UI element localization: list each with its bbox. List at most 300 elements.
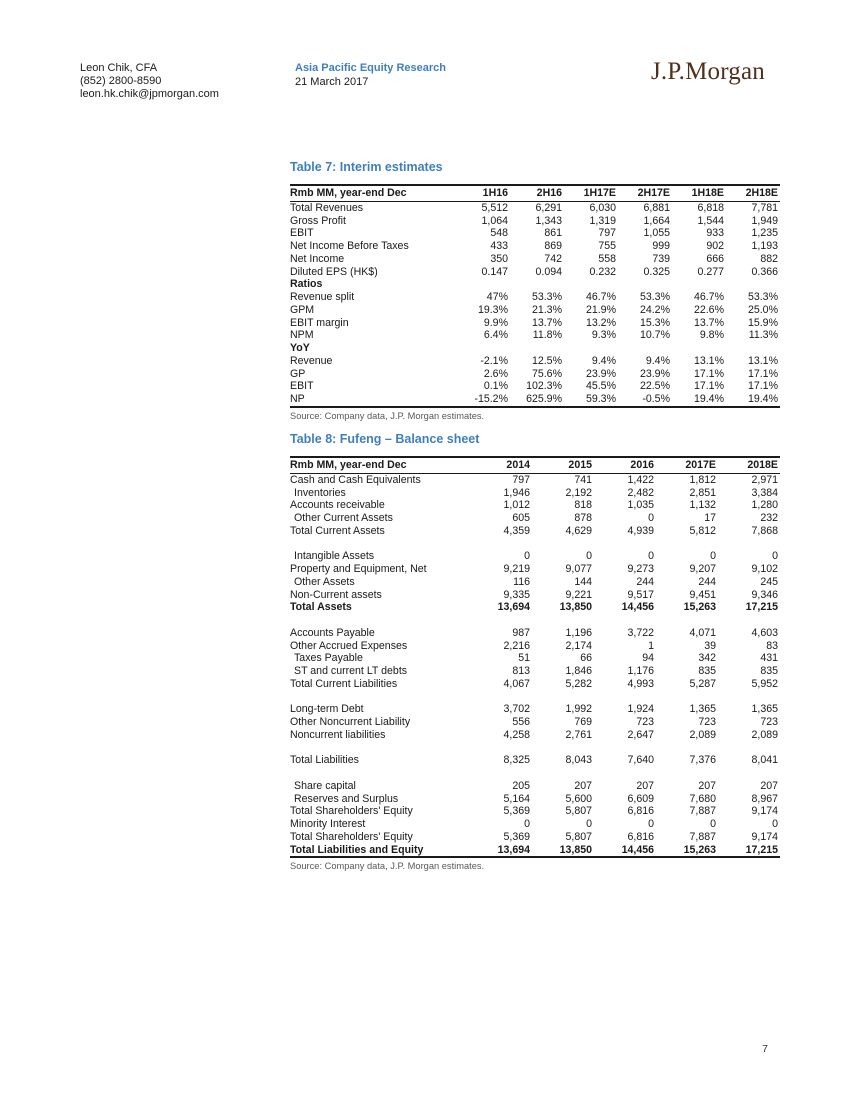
- table-cell: 1,544: [697, 214, 724, 227]
- row-label: Minority Interest: [290, 818, 366, 830]
- spacer-cell: [290, 742, 780, 755]
- table-cell: 869: [544, 240, 562, 252]
- row-label: YoY: [290, 342, 310, 354]
- column-header: 2014: [470, 457, 532, 473]
- table-cell: 6,816: [627, 830, 654, 843]
- table-cell: 9,346: [751, 588, 778, 601]
- table-cell: 207: [574, 779, 592, 792]
- table-cell: 15.9%: [747, 316, 778, 329]
- table-cell: 9,174: [751, 830, 778, 843]
- row-label: Property and Equipment, Net: [290, 563, 427, 575]
- table-cell: 7,376: [689, 754, 716, 767]
- table-row: [290, 525, 780, 538]
- table-cell: 232: [760, 512, 778, 524]
- table-cell: 10.7%: [639, 329, 670, 342]
- table-cell: 207: [636, 779, 654, 792]
- column-header: 1H16: [456, 185, 510, 201]
- table-cell: 17: [704, 512, 716, 524]
- table-cell: 8,041: [751, 754, 778, 767]
- table-cell: 0: [648, 512, 654, 524]
- analyst-email: leon.hk.chik@jpmorgan.com: [80, 88, 219, 100]
- table-cell: 4,071: [689, 626, 716, 639]
- table-cell: 17,215: [745, 843, 778, 856]
- analyst-contact-block: [80, 62, 219, 101]
- table-cell: 6,291: [535, 201, 562, 214]
- table-row: [290, 380, 780, 393]
- table-header-row: [290, 457, 780, 473]
- table-cell: 12.5%: [531, 354, 562, 367]
- table-cell: 9,102: [751, 563, 778, 575]
- table-cell: 1,055: [643, 227, 670, 240]
- table-row: [290, 304, 780, 317]
- table-cell: 7,640: [627, 754, 654, 767]
- table-cell: 1,012: [503, 499, 530, 512]
- row-label: Other Current Assets: [294, 512, 393, 524]
- table-cell: 7,781: [751, 201, 778, 214]
- table-cell: 2,647: [627, 728, 654, 741]
- table-cell: 9.9%: [483, 316, 508, 329]
- table-cell: 8,043: [565, 754, 592, 767]
- table-cell: 207: [698, 779, 716, 792]
- table-cell: 102.3%: [526, 380, 562, 393]
- table-row: [290, 342, 780, 355]
- table-cell: 5,952: [751, 677, 778, 690]
- table-cell: 53.3%: [747, 291, 778, 303]
- table-cell: 6,609: [627, 792, 654, 805]
- table-row: [290, 831, 780, 844]
- column-header: 2018E: [718, 457, 780, 473]
- table-cell: 83: [766, 639, 778, 652]
- row-label: Total Revenues: [290, 201, 364, 214]
- table-cell: 2,192: [565, 486, 592, 499]
- table-cell: 9,221: [565, 588, 592, 601]
- table-cell: 933: [706, 227, 724, 240]
- table-row: [290, 716, 780, 729]
- table-cell: 5,600: [565, 792, 592, 805]
- table-row: [290, 780, 780, 793]
- table-cell: 4,258: [503, 728, 530, 741]
- table-cell: 0: [586, 550, 592, 563]
- table-cell: 2,089: [689, 728, 716, 741]
- table-cell: 9,219: [503, 563, 530, 575]
- table-cell: 5,369: [503, 830, 530, 843]
- table-row: [290, 703, 780, 716]
- row-label: GP: [290, 367, 306, 380]
- row-label: Cash and Cash Equivalents: [290, 473, 421, 486]
- table-cell: 6,816: [627, 805, 654, 818]
- table-row: [290, 576, 780, 589]
- table-cell: 66: [580, 652, 592, 665]
- spacer-row: [290, 538, 780, 551]
- row-label: Accounts receivable: [290, 499, 385, 512]
- spacer-cell: [290, 538, 780, 551]
- table-cell: 3,702: [503, 703, 530, 716]
- research-division: Asia Pacific Equity Research: [295, 62, 447, 74]
- table-row: [290, 201, 780, 214]
- table-cell: 45.5%: [585, 380, 616, 393]
- table-cell: 999: [652, 240, 670, 252]
- table-cell: 2,216: [503, 639, 530, 652]
- table-cell: 53.3%: [531, 291, 562, 303]
- table-cell: 13,850: [559, 843, 592, 856]
- row-label: Share capital: [294, 779, 356, 792]
- column-header: 2015: [532, 457, 594, 473]
- table-cell: 53.3%: [639, 291, 670, 303]
- table-cell: 742: [544, 252, 562, 265]
- table-cell: 739: [652, 252, 670, 265]
- table-row: [290, 589, 780, 602]
- table-cell: 13.2%: [585, 316, 616, 329]
- table-cell: 13.1%: [747, 354, 778, 367]
- table-cell: 5,512: [481, 201, 508, 214]
- table-cell: 17,215: [745, 601, 778, 614]
- table-cell: 9.4%: [645, 354, 670, 367]
- table-cell: 9,273: [627, 563, 654, 575]
- row-label: Diluted EPS (HK$): [290, 265, 378, 278]
- table-cell: 1,235: [751, 227, 778, 240]
- table-row: [290, 793, 780, 806]
- table-cell: 556: [512, 716, 530, 728]
- table-cell: 1,132: [689, 499, 716, 512]
- row-label: Net Income: [290, 252, 345, 265]
- table-cell: 902: [706, 240, 724, 252]
- table-row: [290, 729, 780, 742]
- column-header: 2017E: [656, 457, 718, 473]
- table-cell: 4,939: [627, 524, 654, 537]
- table7-source: Source: Company data, J.P. Morgan estimates.: [290, 410, 485, 421]
- table-row: [290, 227, 780, 240]
- table-cell: 4,993: [627, 677, 654, 690]
- table-cell: 46.7%: [585, 291, 616, 303]
- row-label: Noncurrent liabilities: [290, 728, 386, 741]
- table8-source: Source: Company data, J.P. Morgan estimates.: [290, 861, 485, 872]
- table-cell: 666: [706, 252, 724, 265]
- table-cell: 2,761: [565, 728, 592, 741]
- table-cell: 14,456: [621, 601, 654, 614]
- table-cell: 1,365: [689, 703, 716, 716]
- table-cell: -2.1%: [480, 354, 508, 367]
- table-cell: 7,887: [689, 805, 716, 818]
- page-number: 7: [762, 1043, 768, 1055]
- table-cell: 797: [512, 473, 530, 486]
- table-cell: 0.147: [481, 265, 508, 278]
- table8-title: Table 8: Fufeng – Balance sheet: [290, 432, 480, 446]
- table-row: [290, 215, 780, 228]
- table-cell: 4,603: [751, 626, 778, 639]
- table-row: [290, 844, 780, 858]
- table-row: [290, 317, 780, 330]
- table-cell: 9,174: [751, 805, 778, 818]
- table-cell: 0: [710, 818, 716, 830]
- table-cell: 1,280: [751, 499, 778, 512]
- table-row: [290, 487, 780, 500]
- column-header: 2H18E: [726, 185, 780, 201]
- table-row: [290, 627, 780, 640]
- table-cell: 25.0%: [747, 303, 778, 316]
- table-cell: 2.6%: [483, 367, 508, 380]
- table-cell: 19.4%: [747, 393, 778, 405]
- table-cell: 7,887: [689, 830, 716, 843]
- table-cell: 2,971: [751, 473, 778, 486]
- table-cell: 0.1%: [483, 380, 508, 393]
- row-label: Inventories: [294, 486, 346, 499]
- table-cell: 75.6%: [531, 367, 562, 380]
- table-cell: 350: [490, 252, 508, 265]
- table-cell: 8,967: [751, 792, 778, 805]
- row-label: Total Current Liabilities: [290, 677, 398, 690]
- table7-title: Table 7: Interim estimates: [290, 160, 443, 174]
- table-cell: 22.5%: [639, 380, 670, 393]
- table-cell: 5,164: [503, 792, 530, 805]
- table-cell: 0.232: [589, 265, 616, 278]
- row-label: Revenue: [290, 354, 333, 367]
- table-cell: 835: [760, 665, 778, 677]
- table-cell: 23.9%: [639, 367, 670, 380]
- column-header: Rmb MM, year-end Dec: [290, 457, 470, 473]
- table-cell: 9,207: [689, 563, 716, 575]
- table-cell: 0.325: [643, 265, 670, 278]
- table-cell: -0.5%: [642, 393, 670, 405]
- table-cell: 0: [648, 550, 654, 563]
- table-cell: 6,818: [697, 201, 724, 214]
- row-label: NP: [290, 393, 305, 405]
- table-cell: 0: [772, 818, 778, 830]
- row-label: Intangible Assets: [294, 550, 375, 563]
- table-cell: 13.1%: [693, 354, 724, 367]
- spacer-cell: [290, 614, 780, 627]
- table-cell: 13,694: [497, 843, 530, 856]
- row-label: NPM: [290, 329, 314, 342]
- table-cell: 4,359: [503, 524, 530, 537]
- table-cell: 207: [760, 779, 778, 792]
- table-cell: 6.4%: [483, 329, 508, 342]
- table-cell: 1,319: [589, 214, 616, 227]
- row-label: EBIT: [290, 227, 314, 240]
- row-label: Total Liabilities and Equity: [290, 843, 424, 856]
- table-cell: 5,812: [689, 524, 716, 537]
- table-cell: 0: [524, 550, 530, 563]
- table-cell: 723: [698, 716, 716, 728]
- table-row: [290, 240, 780, 253]
- table-cell: 1,196: [565, 626, 592, 639]
- table-cell: 5,287: [689, 677, 716, 690]
- row-label: Reserves and Surplus: [294, 792, 399, 805]
- table-row: [290, 550, 780, 563]
- table-cell: 5,807: [565, 805, 592, 818]
- table-cell: 1,992: [565, 703, 592, 716]
- table-cell: 769: [574, 716, 592, 728]
- table-cell: 1,035: [627, 499, 654, 512]
- column-header: Rmb MM, year-end Dec: [290, 185, 456, 201]
- table-cell: 0.094: [535, 265, 562, 278]
- row-label: Non-Current assets: [290, 588, 382, 601]
- table-cell: 1,193: [751, 240, 778, 252]
- column-header: 1H17E: [564, 185, 618, 201]
- row-label: Other Assets: [294, 575, 355, 588]
- jpmorgan-logo: J.P.Morgan: [650, 58, 765, 85]
- table-cell: 5,369: [503, 805, 530, 818]
- spacer-row: [290, 614, 780, 627]
- analyst-name: Leon Chik, CFA: [80, 62, 158, 74]
- table-cell: 13.7%: [693, 316, 724, 329]
- table-cell: 21.3%: [531, 303, 562, 316]
- row-label: Other Accrued Expenses: [290, 639, 408, 652]
- table-cell: 2,089: [751, 728, 778, 741]
- table-cell: 1,343: [535, 214, 562, 227]
- row-label: ST and current LT debts: [294, 665, 408, 677]
- table-cell: 9,451: [689, 588, 716, 601]
- table-cell: 9.4%: [591, 354, 616, 367]
- table-cell: 4,629: [565, 524, 592, 537]
- table-cell: 1,846: [565, 665, 592, 677]
- table-cell: 818: [574, 499, 592, 512]
- table-cell: 15,263: [683, 843, 716, 856]
- row-label: Taxes Payable: [294, 652, 363, 665]
- table-row: [290, 368, 780, 381]
- interim-estimates-section: [290, 160, 780, 421]
- table-cell: 342: [698, 652, 716, 665]
- table-cell: 245: [760, 575, 778, 588]
- table-cell: 244: [636, 575, 654, 588]
- table-cell: 15.3%: [639, 316, 670, 329]
- table-cell: 1,924: [627, 703, 654, 716]
- table-cell: 741: [574, 473, 592, 486]
- table-cell: 605: [512, 512, 530, 524]
- table-cell: 2,482: [627, 486, 654, 499]
- table-row: [290, 266, 780, 279]
- table-cell: 1,812: [689, 473, 716, 486]
- table-cell: 144: [574, 575, 592, 588]
- table-cell: 3,722: [627, 626, 654, 639]
- table-cell: 116: [513, 575, 530, 588]
- table-cell: 0: [586, 818, 592, 830]
- table-cell: 1,176: [627, 665, 654, 677]
- table-cell: 1,664: [643, 214, 670, 227]
- table-header-row: [290, 185, 780, 201]
- table-cell: 17.1%: [747, 367, 778, 380]
- table-cell: 2,851: [689, 486, 716, 499]
- table-cell: 1,064: [481, 214, 508, 227]
- column-header: 2016: [594, 457, 656, 473]
- table-cell: 1,949: [751, 214, 778, 227]
- spacer-cell: [290, 691, 780, 704]
- table-cell: 244: [698, 575, 716, 588]
- table-cell: 0.366: [751, 265, 778, 278]
- table-cell: 987: [512, 626, 530, 639]
- table-cell: 22.6%: [693, 303, 724, 316]
- table-cell: 9,335: [503, 588, 530, 601]
- column-header: 2H16: [510, 185, 564, 201]
- table-cell: 51: [518, 652, 530, 665]
- table-cell: 21.9%: [585, 303, 616, 316]
- table-cell: 13.7%: [531, 316, 562, 329]
- table-cell: 558: [598, 252, 616, 265]
- table-cell: 19.3%: [477, 303, 508, 316]
- research-division-block: [295, 61, 446, 89]
- table-cell: 19.4%: [693, 393, 724, 405]
- table-cell: 723: [760, 716, 778, 728]
- table-row: [290, 678, 780, 691]
- table-cell: 2,174: [565, 639, 592, 652]
- row-label: Total Liabilities: [290, 754, 359, 767]
- row-label: Ratios: [290, 278, 323, 291]
- spacer-cell: [290, 767, 780, 780]
- table-cell: 17.1%: [693, 367, 724, 380]
- table-row: [290, 665, 780, 678]
- table-row: [290, 652, 780, 665]
- table-row: [290, 393, 780, 407]
- table-cell: 835: [698, 665, 716, 677]
- table-cell: 0: [772, 550, 778, 563]
- table-row: [290, 329, 780, 342]
- table-cell: 9.3%: [591, 329, 616, 342]
- row-label: Total Current Assets: [290, 524, 385, 537]
- table-cell: 1,365: [751, 703, 778, 716]
- row-label: Net Income Before Taxes: [290, 240, 409, 252]
- table-row: [290, 512, 780, 525]
- table-cell: 625.9%: [526, 393, 562, 405]
- column-header: 2H17E: [618, 185, 672, 201]
- table-row: [290, 754, 780, 767]
- table-cell: -15.2%: [474, 393, 508, 405]
- row-label: Long-term Debt: [290, 703, 364, 716]
- table-cell: 1,422: [627, 473, 654, 486]
- table-cell: 46.7%: [693, 291, 724, 303]
- table-cell: 433: [490, 240, 508, 252]
- table-cell: 6,030: [589, 201, 616, 214]
- row-label: Total Shareholders' Equity: [290, 830, 413, 843]
- table-cell: 9.8%: [699, 329, 724, 342]
- table-cell: 431: [760, 652, 778, 665]
- table-cell: 3,384: [751, 486, 778, 499]
- table-row: [290, 563, 780, 576]
- row-label: Total Shareholders' Equity: [290, 805, 413, 818]
- table-cell: 8,325: [503, 754, 530, 767]
- table-cell: 11.3%: [748, 329, 778, 342]
- table-cell: 0: [710, 550, 716, 563]
- table-row: [290, 640, 780, 653]
- table-cell: 6,881: [643, 201, 670, 214]
- spacer-row: [290, 742, 780, 755]
- table-cell: 47%: [486, 291, 508, 303]
- table-cell: 17.1%: [747, 380, 778, 393]
- table-cell: 23.9%: [585, 367, 616, 380]
- table-cell: 13,694: [497, 601, 530, 614]
- row-label: Gross Profit: [290, 214, 346, 227]
- table-row: [290, 473, 780, 486]
- table-cell: 0.277: [697, 265, 724, 278]
- table-row: [290, 355, 780, 368]
- table-cell: 4,067: [503, 677, 530, 690]
- table-row: [290, 601, 780, 614]
- table-row: [290, 818, 780, 831]
- table-cell: 39: [704, 639, 716, 652]
- table-cell: 14,456: [621, 843, 654, 856]
- table-cell: 0: [648, 818, 654, 830]
- table-cell: 7,868: [751, 524, 778, 537]
- table-cell: 5,807: [565, 830, 592, 843]
- table-cell: 882: [760, 252, 778, 265]
- table-row: [290, 253, 780, 266]
- table-cell: 205: [512, 779, 530, 792]
- table-cell: 797: [598, 227, 616, 240]
- table-cell: 878: [574, 512, 592, 524]
- table-cell: 13,850: [559, 601, 592, 614]
- row-label: EBIT: [290, 380, 314, 393]
- spacer-row: [290, 767, 780, 780]
- row-label: Accounts Payable: [290, 626, 375, 639]
- row-label: Other Noncurrent Liability: [290, 716, 411, 728]
